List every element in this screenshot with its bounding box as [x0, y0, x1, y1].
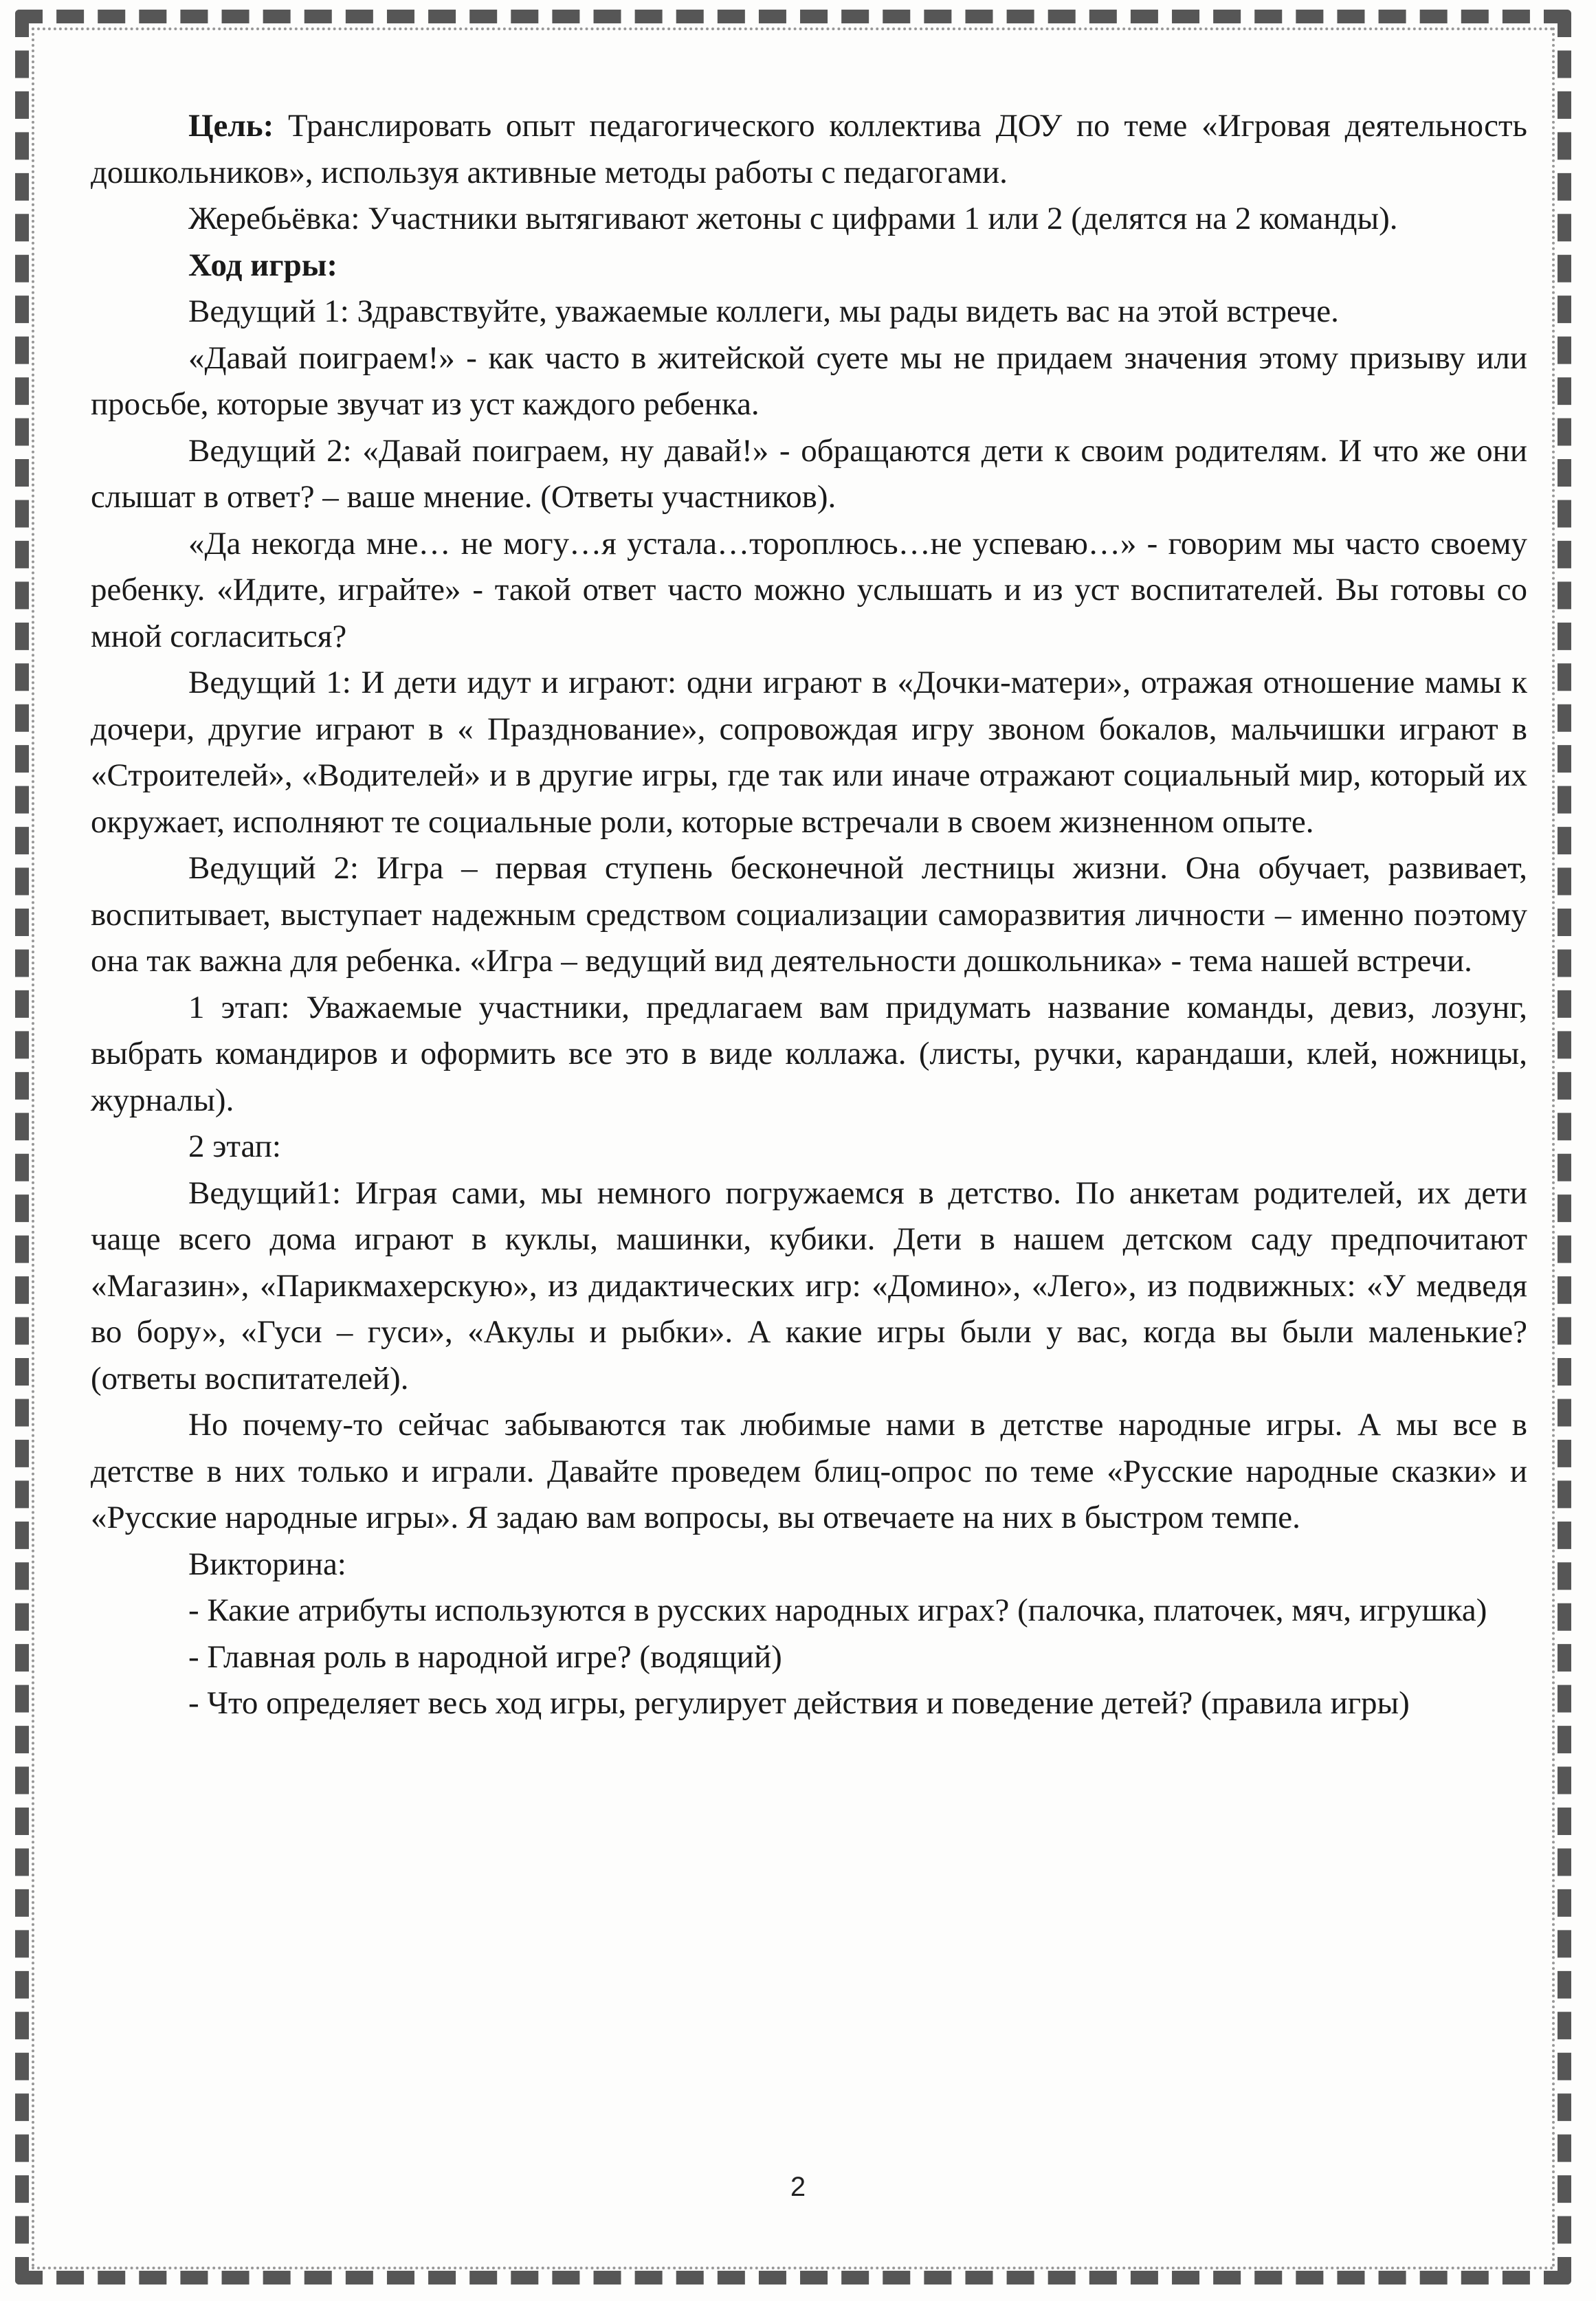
paragraph: Ведущий 1: И дети идут и играют: одни играют в «Дочки-матери», отражая отношение мамы к дочери, другие играют в « Празднование», сопровождая игру звоном бокалов, мальчишки играют в «Строителей», «Водителей» и в другие игры, где так или иначе отражают социальный мир, который их окружает, исполняют те социальные роли, которые встречали в своем жизненном опыте.: [91, 665, 1527, 840]
goal-text: Транслировать опыт педагогического коллектива ДОУ по теме «Игровая деятельность дошкольников», используя активные методы работы с педагогами.: [91, 108, 1527, 190]
goal-paragraph: [91, 103, 1527, 196]
quiz-question: - Какие атрибуты используются в русских народных играх? (палочка, платочек, мяч, игрушка): [188, 1592, 1487, 1628]
page-number: 2: [790, 2172, 806, 2202]
paragraph: «Давай поиграем!» - как часто в житейской суете мы не придаем значения этому призыву или просьбе, которые звучат из уст каждого ребенка.: [91, 340, 1527, 422]
paragraph: Ведущий 2: «Давай поиграем, ну давай!» - обращаются дети к своим родителям. И что же они слышат в ответ? – ваше мнение. (Ответы участников).: [91, 432, 1527, 515]
paragraph: 1 этап: Уважаемые участники, предлагаем вам придумать название команды, девиз, лозунг, выбрать командиров и оформить все это в виде коллажа. (листы, ручки, карандаши, клей, ножницы, журналы).: [91, 989, 1527, 1118]
quiz-question: - Что определяет весь ход игры, регулирует действия и поведение детей? (правила игры): [188, 1685, 1410, 1721]
quiz-question: - Главная роль в народной игре? (водящий): [188, 1638, 782, 1675]
document-body: [91, 103, 1527, 1727]
draw-paragraph: Жеребьёвка: Участники вытягивают жетоны с цифрами 1 или 2 (делятся на 2 команды).: [188, 201, 1398, 236]
paragraph: «Да некогда мне… не могу…я устала…тороплюсь…не успеваю…» - говорим мы часто своему ребенку. «Идите, играйте» - такой ответ часто можно услышать и из уст воспитателей. Вы готовы со мной согласиться?: [91, 525, 1527, 654]
paragraph: Викторина:: [188, 1546, 346, 1582]
paragraph: Ведущий 2: Игра – первая ступень бесконечной лестницы жизни. Она обучает, развивает, воспитывает, выступает надежным средством социализации саморазвития личности – именно поэтому она так важна для ребенка. «Игра – ведущий вид деятельности дошкольника» - тема нашей встречи.: [91, 850, 1527, 979]
game-heading: Ход игры:: [188, 247, 338, 283]
paragraph: Ведущий1: Играя сами, мы немного погружаемся в детство. По анкетам родителей, их дети чаще всего дома играют в куклы, машинки, кубики. Дети в нашем детском саду предпочитают «Магазин», «Парикмахерскую», из дидактических игр: «Домино», «Лего», из подвижных: «У медведя во бору», «Гуси – гуси», «Акулы и рыбки». А какие игры были у вас, когда вы были маленькие? (ответы воспитателей).: [91, 1175, 1527, 1397]
paragraph: Но почему-то сейчас забываются так любимые нами в детстве народные игры. А мы все в детстве в них только и играли. Давайте проведем блиц-опрос по теме «Русские народные сказки» и «Русские народные игры». Я задаю вам вопросы, вы отвечаете на них в быстром темпе.: [91, 1407, 1527, 1535]
paragraph: Ведущий 1: Здравствуйте, уважаемые коллеги, мы рады видеть вас на этой встрече.: [188, 293, 1339, 329]
paragraph: 2 этап:: [188, 1129, 281, 1164]
goal-label: Цель:: [188, 108, 274, 144]
